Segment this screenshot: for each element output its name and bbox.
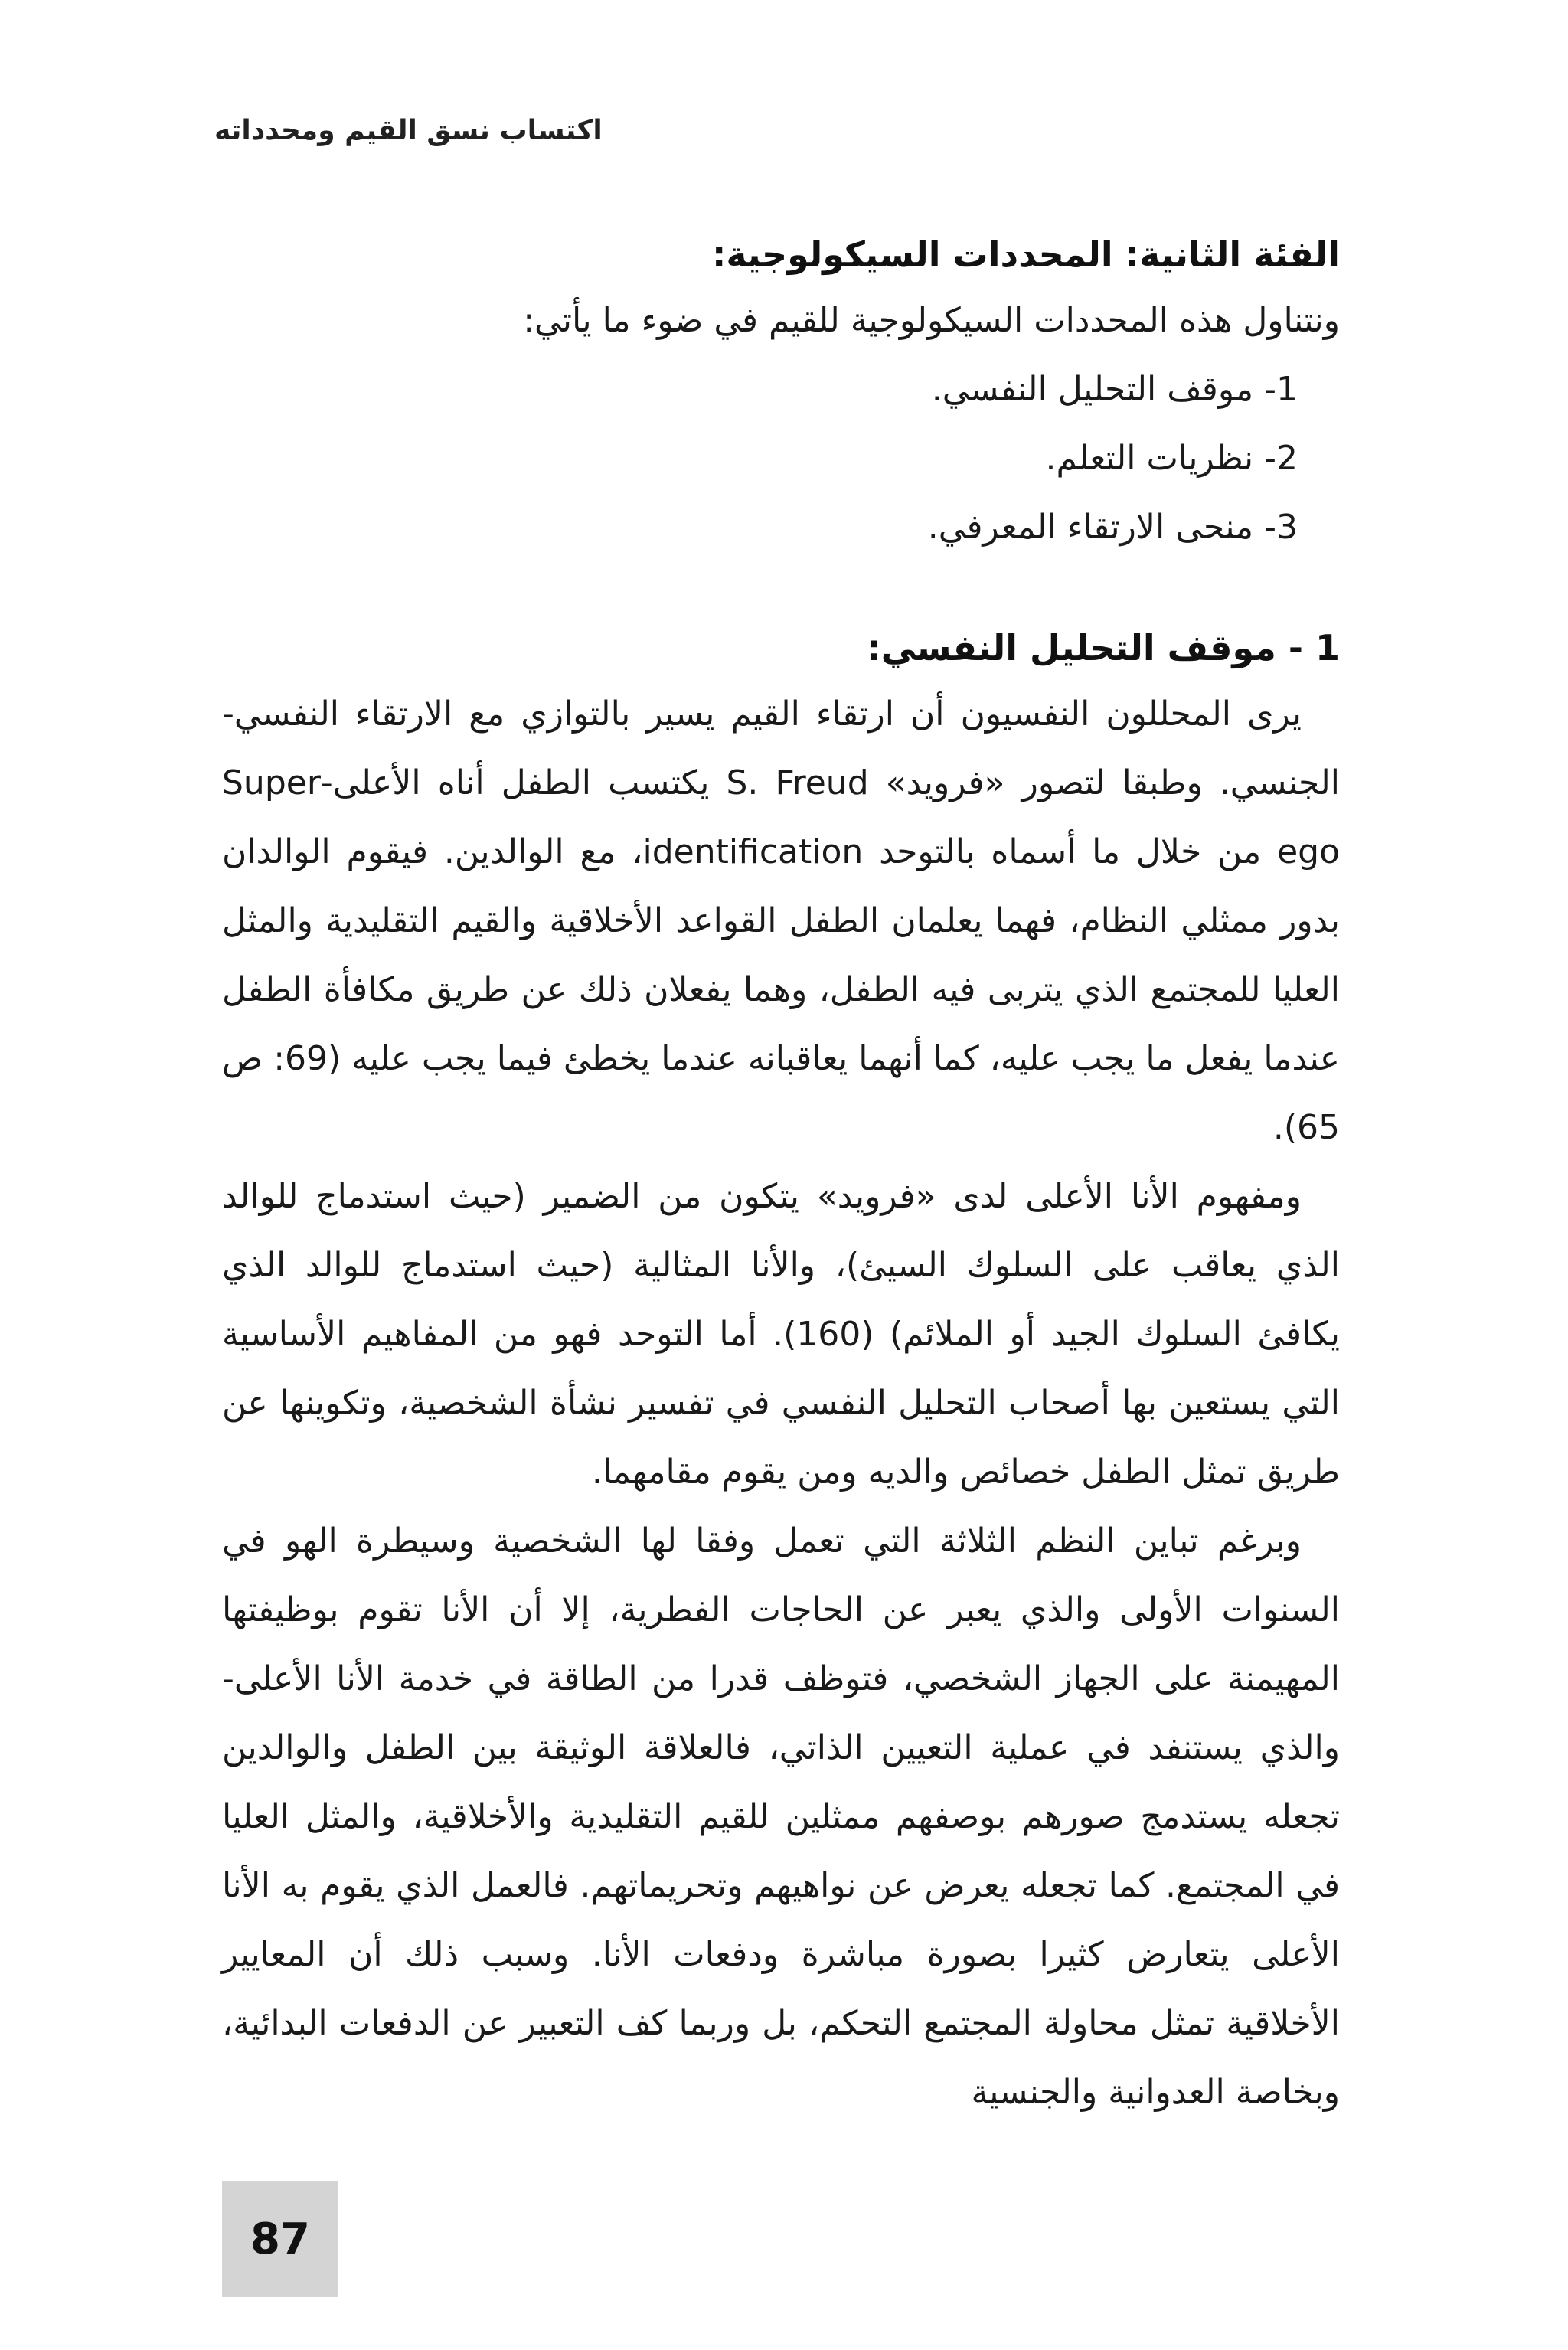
body-paragraph: يرى المحللون النفسيون أن ارتقاء القيم يسير بالتوازي مع الارتقاء النفسي-الجنسي. وطبقا لتصور «فرويد» S. Freud يكتسب الطفل أناه الأعلى-Super ego من خلال ما أسماه بالتوحد identification، مع الوالدين. فيقوم الوالدان بدور ممثلي النظام، فهما يعلمان الطفل القواعد الأخلاقية والقيم التقليدية والمثل العليا للمجتمع الذي يتربى فيه الطفل، وهما يفعلان ذلك عن طريق مكافأة الطفل عندما يفعل ما يجب عليه، كما أنهما يعاقبانه عندما يخطئ فيما يجب عليه (69: ص 65). [222, 695, 1341, 1147]
list-item: 2- نظريات التعلم. [1045, 439, 1298, 478]
page-body [222, 222, 1340, 2127]
page-number-box [222, 2181, 338, 2297]
list-item: 3- منحى الارتقاء المعرفي. [927, 508, 1298, 547]
body-paragraph: ومفهوم الأنا الأعلى لدى «فرويد» يتكون من الضمير (حيث استدماج للوالد الذي يعاقب على السلوك السيئ)، والأنا المثالية (حيث استدماج للوالد الذي يكافئ السلوك الجيد أو الملائم) (160). أما التوحد فهو من المفاهيم الأساسية التي يستعين بها أصحاب التحليل النفسي في تفسير نشأة الشخصية، وتكوينها عن طريق تمثل الطفل خصائص والديه ومن يقوم مقامهما. [222, 1177, 1340, 1492]
running-header: اكتساب نسق القيم ومحدداته [214, 115, 603, 146]
subsection-heading: 1 - موقف التحليل النفسي: [867, 627, 1340, 668]
section-heading: الفئة الثانية: المحددات السيكولوجية: [711, 234, 1340, 275]
section-intro: ونتناول هذه المحددات السيكولوجية للقيم في ضوء ما يأتي: [523, 301, 1340, 340]
page-number: 87 [250, 2214, 310, 2264]
list-item: 1- موقف التحليل النفسي. [931, 370, 1298, 409]
body-paragraph: وبرغم تباين النظم الثلاثة التي تعمل وفقا لها الشخصية وسيطرة الهو في السنوات الأولى والذي يعبر عن الحاجات الفطرية، إلا أن الأنا تقوم بوظيفتها المهيمنة على الجهاز الشخصي، فتوظف قدرا من الطاقة في خدمة الأنا الأعلى-والذي يستنفد في عملية التعيين الذاتي، فالعلاقة الوثيقة بين الطفل والوالدين تجعله يستدمج صورهم بوصفهم ممثلين للقيم التقليدية والأخلاقية، والمثل العليا في المجتمع. كما تجعله يعرض عن نواهيهم وتحريماتهم. فالعمل الذي يقوم به الأنا الأعلى يتعارض كثيرا بصورة مباشرة ودفعات الأنا. وسبب ذلك أن المعايير الأخلاقية تمثل محاولة المجتمع التحكم، بل وربما كف التعبير عن الدفعات البدائية، وبخاصة العدوانية والجنسية [222, 1521, 1340, 2112]
topics-list [222, 355, 1340, 562]
